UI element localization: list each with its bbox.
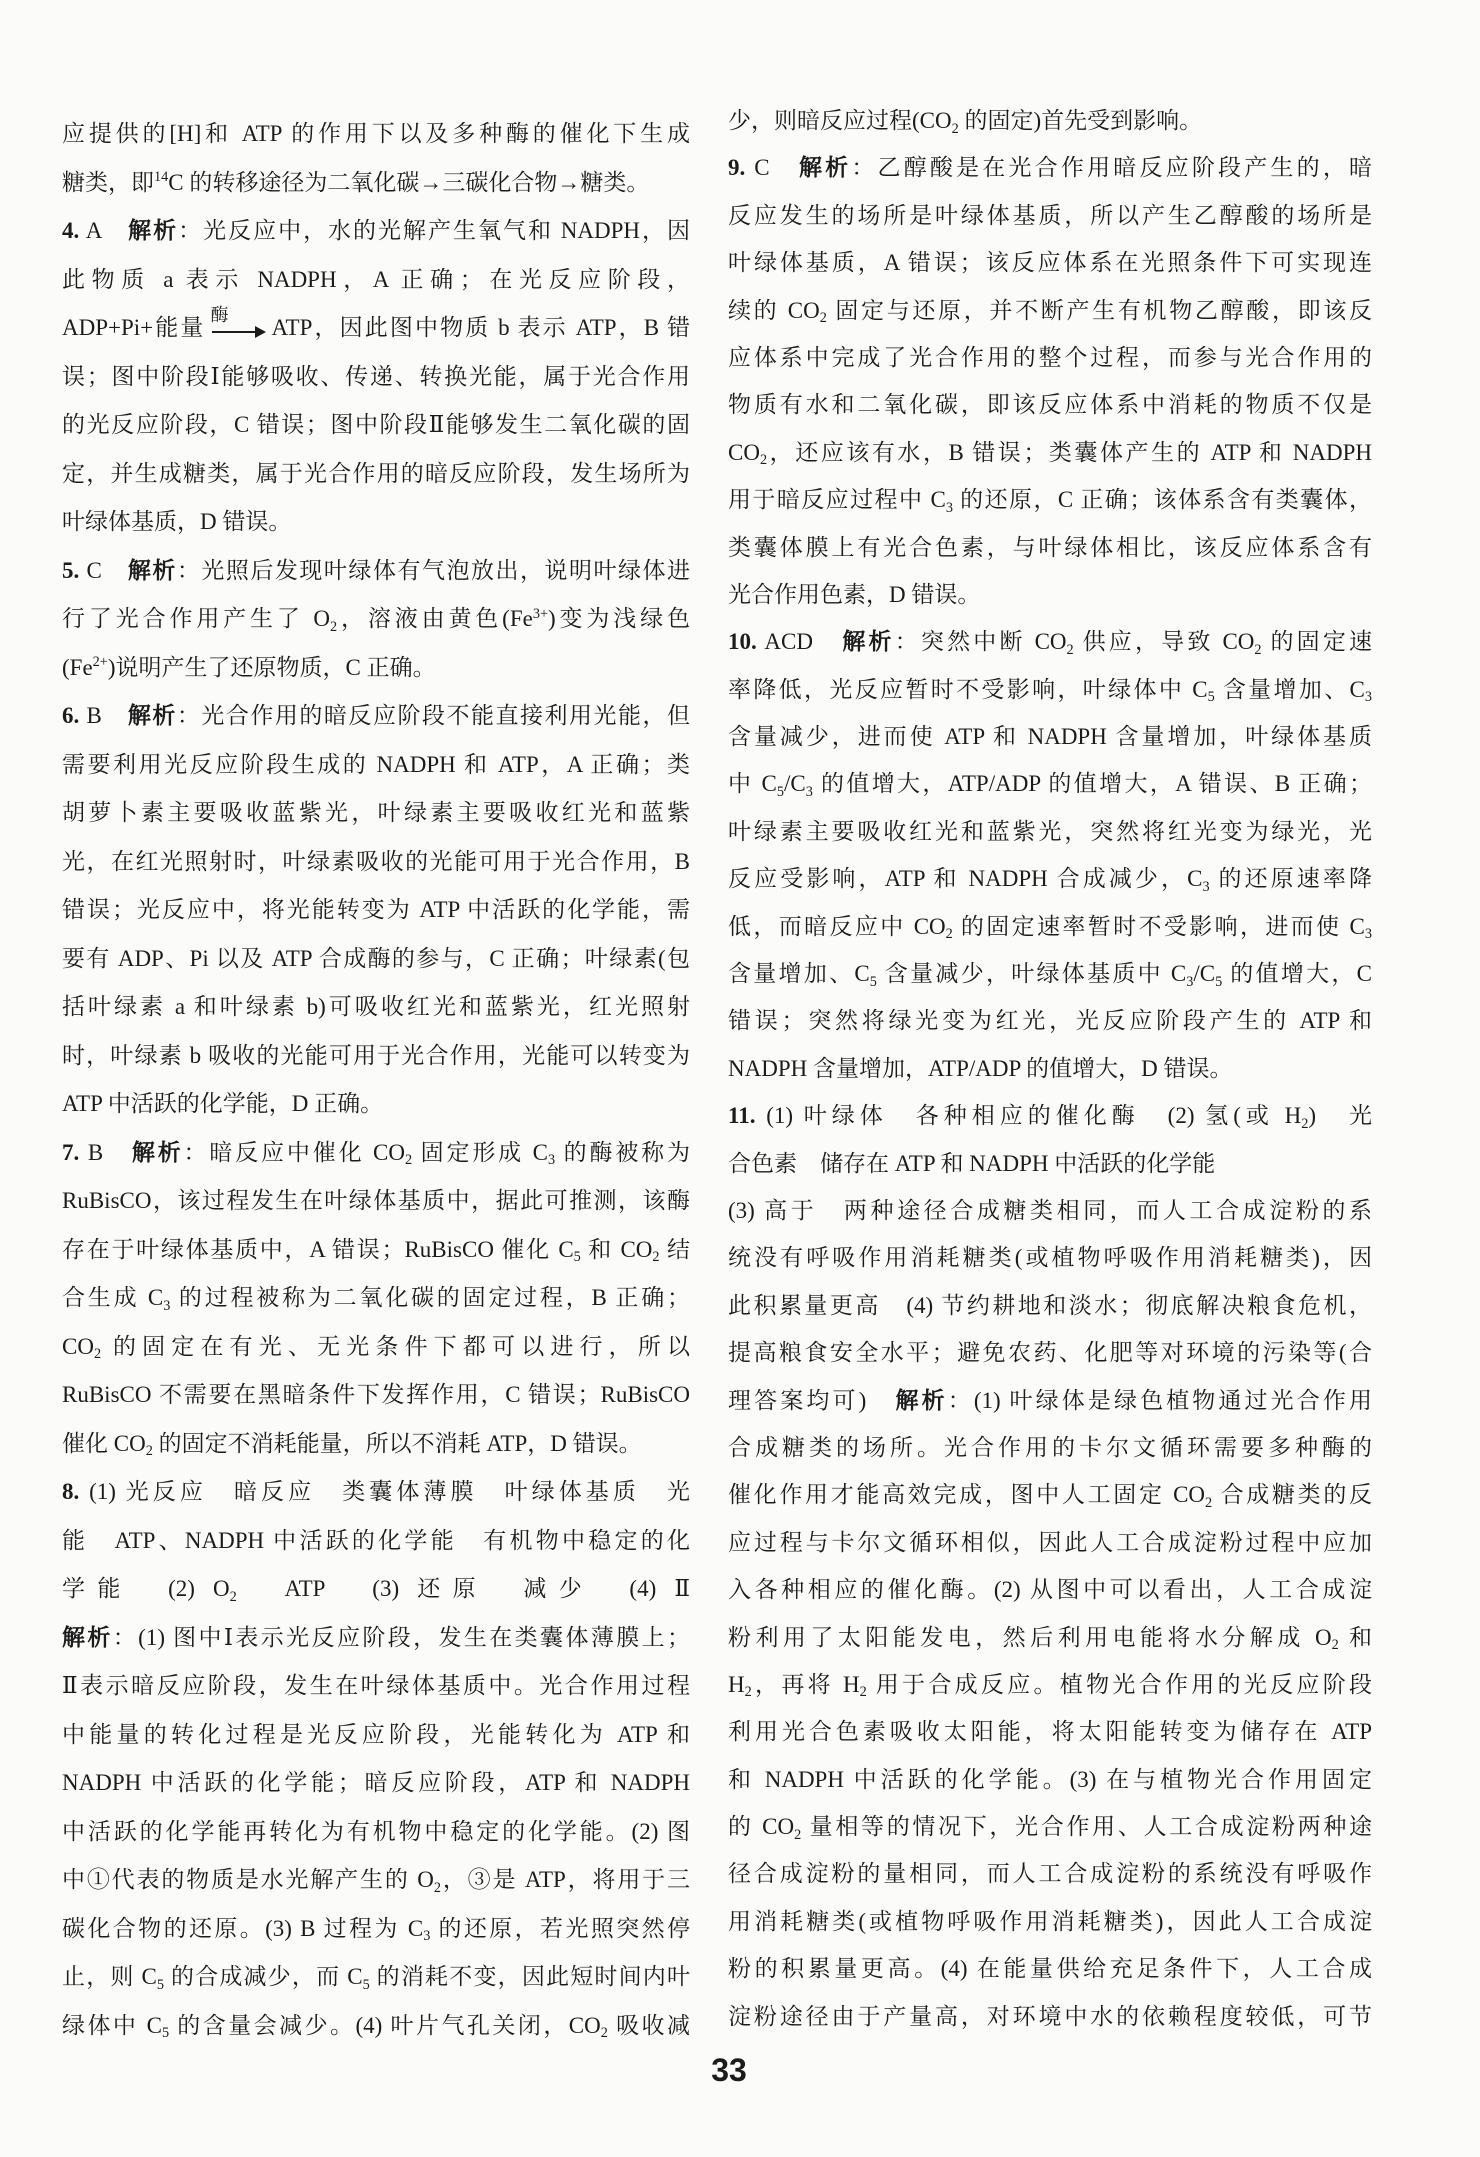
subscript: 3 [423,1928,431,1945]
text-run: 合生成 C [62,1285,164,1310]
text-line [62,1905,690,1954]
text-run: 中①代表的物质是水光解产生的 O [62,1867,434,1892]
answer-paragraph [62,1468,690,1614]
text-line [62,1614,690,1663]
text-run: ，还应该有水，B 错误；类囊体产生的 ATP 和 NADPH [767,439,1372,465]
subscript: 3 [163,1297,171,1314]
text-line [62,741,690,790]
text-line [62,498,690,547]
text-run: 用消耗糖类(或植物呼吸作用消耗糖类)，因此人工合成淀 [728,1908,1372,1934]
bold-label: 解析 [131,1139,184,1165]
text-run: 的固定不消耗能量，所以不消耗 ATP，D 错误。 [152,1430,642,1456]
text-line [62,1274,690,1323]
answer-paragraph [62,692,690,1129]
bold-label: 6. [62,703,80,728]
text-run: RuBisCO 不需要在黑暗条件下发挥作用，C 错误；RuBisCO [62,1382,690,1407]
subscript: 2 [652,1249,660,1266]
reaction-arrow [210,305,266,341]
text-line [62,1468,690,1517]
text-run: 类囊体膜上有光合色素，与叶绿体相比，该反应体系含有 [728,534,1372,560]
text-run: 错误；突然将绿光变为红光，光反应阶段产生的 ATP 和 [728,1008,1372,1034]
text-run: 催化 CO [62,1430,146,1456]
text-line [62,353,690,402]
text-run: (Fe [62,654,93,680]
text-run: 糖类，即 [62,169,154,195]
answer-paragraph [62,547,690,693]
text-line [728,808,1372,855]
text-run: ，③是 ATP，将用于三 [441,1867,690,1892]
text-run: 粉的积累量更高。(4) 在能量供给充足条件下，人工合成 [728,1956,1372,1982]
text-run: ：(1) 图中Ⅰ表示光反应阶段，发生在类囊体薄膜上； [112,1624,690,1650]
text-run: 合成糖类的反 [1212,1482,1372,1508]
bold-label: 解析 [842,629,895,655]
text-line [728,524,1372,571]
text-run: 此物质 a 表示 NADPH，A 正确；在光反应阶段， [62,266,690,292]
bold-label: 10. [728,629,757,655]
text-line [62,1953,690,2002]
text-line [62,159,690,208]
text-run: B [79,703,128,728]
text-line [728,760,1372,807]
subscript: 2 [951,120,959,137]
text-run: ATP 中活跃的化学能，D 正确。 [62,1091,384,1116]
text-run: 淀粉途径由于产量高，对环境中水的依赖程度较低，可节 [728,2003,1372,2029]
text-line [728,903,1372,950]
text-line [728,1566,1372,1613]
text-run: 含量增加、C [1214,676,1365,702]
text-run: 的合成减少，而 C [164,1964,363,1989]
text-run: 反应发生的场所是叶绿体基质，所以产生乙醇酸的场所是 [728,202,1372,228]
text-run: 胡萝卜素主要吸收蓝紫光，叶绿素主要吸收红光和蓝紫 [62,800,690,825]
text-run: (1) 叶绿体 各种相应的催化酶 (2) 氢(或 H [755,1103,1302,1129]
text-line [62,692,690,741]
answer-paragraph [728,144,1372,618]
text-run: ：光合作用的暗反应阶段不能直接利用光能，但 [176,703,690,728]
subscript: 5 [869,973,877,990]
bold-label: 解析 [798,155,852,181]
text-run: 光，在红光照射时，叶绿素吸收的光能可用于光合作用，B [62,848,690,874]
text-run: ：光反应中，水的光解产生氧气和 NADPH，因 [178,218,690,243]
subscript: 3 [1364,926,1372,943]
text-run: ATP，因此图中物质 b 表示 ATP，B 错 [271,315,690,340]
text-run: 物质有水和二氧化碳，即该反应体系中消耗的物质不仅是 [728,392,1372,418]
text-line [728,97,1372,144]
text-run: 能 ATP、NADPH 中活跃的化学能 有机物中稳定的化 [62,1527,690,1553]
text-run: ) 光 [1308,1103,1372,1129]
text-line [728,1471,1372,1518]
text-line [728,239,1372,286]
subscript: 2 [1254,641,1262,658]
subscript: 5 [1215,973,1223,990]
text-run: 行了光合作用产生了 O [62,606,330,631]
text-line [728,1140,1372,1187]
text-run: ADP+Pi+能量 [62,315,206,340]
text-line [62,110,690,159]
text-line [728,1377,1372,1424]
text-line [62,1856,690,1905]
text-line [728,476,1372,523]
text-line [728,144,1372,191]
text-run: 少，则暗反应过程(CO [728,108,952,133]
text-line [62,1517,690,1566]
text-run: ，再将 H [751,1671,860,1697]
text-run: ：暗反应中催化 CO [183,1139,405,1165]
subscript: 2 [1331,1637,1339,1654]
text-run: NADPH 含量增加，ATP/ADP 的值增大，D 错误。 [728,1055,1233,1081]
text-line [728,950,1372,997]
subscript: 2 [229,1588,237,1605]
text-line [62,1226,690,1275]
text-line [728,287,1372,334]
text-line [728,1756,1372,1803]
text-line [728,429,1372,476]
superscript: 2+ [92,654,108,671]
text-run: )变为浅绿色 [548,606,690,631]
bold-label: 8. [62,1479,80,1504]
text-run: 的固定速 [1261,629,1372,655]
text-run: 的还原，若光照突然停 [430,1915,690,1941]
bold-label: 7. [62,1139,80,1165]
text-run: 需要利用光反应阶段生成的 NADPH 和 ATP，A 正确；类 [62,751,690,777]
bold-label: 5. [62,557,80,583]
text-line [62,935,690,984]
text-line [62,838,690,887]
text-line [728,666,1372,713]
text-run: 粉利用了太阳能发电，然后利用电能将水分解成 O [728,1624,1332,1650]
text-line [62,595,690,644]
text-run: 的值增大，ATP/ADP 的值增大，A 错误、B 正确； [812,771,1372,797]
text-line [62,1759,690,1808]
subscript: 2 [945,926,953,943]
right-column [728,97,1372,2040]
text-run: 的酶被称为 [555,1139,690,1165]
text-line [728,192,1372,239]
text-run: A [79,218,129,243]
text-run: 光合作用色素，D 错误。 [728,581,981,607]
text-line [728,1045,1372,1092]
text-run: C 的转移途径为二氧化碳→三碳化合物→糖类。 [168,169,650,195]
text-line [62,401,690,450]
text-run: ：突然中断 CO [894,629,1067,655]
text-line [728,1898,1372,1945]
text-run: 提高粮食安全水平；避免农药、化肥等对环境的污染等(合 [728,1340,1372,1366]
answer-paragraph [728,97,1372,144]
bold-label: 解析 [895,1387,948,1413]
text-run: NADPH 中活跃的化学能；暗反应阶段，ATP 和 NADPH [62,1770,690,1795]
subscript: 3 [805,784,813,801]
superscript: 14 [154,169,169,186]
subscript: 3 [547,1152,556,1169]
text-line [62,983,690,1032]
subscript: 2 [819,310,827,327]
text-run: 括叶绿素 a 和叶绿素 b)可吸收红光和蓝紫光，红光照射 [62,994,690,1019]
answer-paragraph [62,110,690,207]
text-line [62,644,690,693]
text-run: 应提供的[H]和 ATP 的作用下以及多种酶的催化下生成 [62,121,690,146]
text-line [62,207,690,256]
text-run: H [728,1671,745,1697]
text-line [62,886,690,935]
text-line [728,713,1372,760]
text-run: 含量减少，进而使 ATP 和 NADPH 含量增加，叶绿体基质 [728,724,1372,750]
text-run: 用于合成反应。植物光合作用的光反应阶段 [866,1671,1372,1697]
text-line [62,1371,690,1420]
text-line [728,1614,1372,1661]
text-line [62,547,690,596]
text-line [62,1711,690,1760]
text-run: 入各种相应的催化酶。(2) 从图中可以看出，人工合成淀 [728,1577,1372,1603]
text-line [728,997,1372,1044]
answer-paragraph [728,618,1372,1092]
text-run: 此积累量更高 (4) 节约耕地和淡水；彻底解决粮食危机， [728,1292,1372,1318]
text-line [62,1808,690,1857]
subscript: 2 [93,1346,102,1363]
subscript: 2 [759,452,768,469]
text-line [728,1803,1372,1850]
subscript: 2 [145,1443,153,1460]
subscript: 5 [573,1249,581,1266]
text-line [62,1032,690,1081]
text-line [728,1234,1372,1281]
superscript: 3+ [532,605,548,622]
text-line [62,1323,690,1372]
text-run: 绿体中 C [62,2012,162,2038]
subscript: 2 [859,1684,867,1701]
answer-paragraph [62,207,690,547]
text-line [62,256,690,305]
subscript: 3 [945,499,954,516]
text-line [62,1420,690,1469]
text-run: (1) 光反应 暗反应 类囊体薄膜 叶绿体基质 光 [79,1479,690,1504]
bold-label: 解析 [127,557,177,583]
text-run: 含量增加、C [728,961,870,987]
text-run: 供应，导致 CO [1073,629,1255,655]
answer-paragraph [62,1614,690,2051]
text-run: ：(1) 叶绿体是绿色植物通过光合作用 [947,1387,1372,1413]
text-run: 叶绿体基质，D 错误。 [62,509,292,534]
text-line [728,1187,1372,1234]
text-line [728,381,1372,428]
text-line [728,571,1372,618]
text-line [728,1424,1372,1471]
bold-label: 解析 [127,703,177,728]
text-line [728,855,1372,902]
subscript: 2 [1066,641,1074,658]
text-run: 的固定)首先受到影响。 [958,108,1203,133]
subscript: 2 [1205,1494,1213,1511]
text-run: 学能 (2) O [62,1576,230,1601]
text-line [728,1945,1372,1992]
subscript: 3 [1364,689,1372,706]
text-line [728,1329,1372,1376]
text-run: 利用光合色素吸收太阳能，将太阳能转变为储存在 ATP [728,1719,1372,1745]
text-line [62,450,690,499]
text-run: C [745,155,799,181]
subscript: 2 [744,1684,752,1701]
bold-label: 11. [728,1103,756,1129]
text-run: 的值增大，C [1222,961,1372,987]
text-run: 的固定在有光、无光条件下都可以进行，所以 [101,1333,690,1359]
subscript: 5 [161,2025,170,2042]
bold-label: 解析 [62,1624,113,1650]
subscript: 2 [794,1826,802,1843]
bold-label: 解析 [128,218,179,243]
text-line [62,304,690,353]
text-run: RuBisCO，该过程发生在叶绿体基质中，据此可推测，该酶 [62,1188,690,1213]
subscript: 5 [362,1976,370,1993]
text-run: 的消耗不变，因此短时间内叶 [369,1964,690,1989]
text-run: 续的 CO [728,297,820,323]
text-run: 吸收减 [607,2012,690,2038]
text-line [62,1565,690,1614]
text-run: 定，并生成糖类，属于光合作用的暗反应阶段，发生场所为 [62,460,690,486]
text-run: 时，叶绿素 b 吸收的光能可用于光合作用，光能可以转变为 [62,1042,690,1068]
subscript: 3 [1202,878,1210,895]
text-run: 固定与还原，并不断产生有机物乙醇酸，即该反 [826,297,1372,323]
text-line [62,1080,690,1129]
text-run: /C [783,771,806,797]
text-run: 误；图中阶段Ⅰ能够吸收、传递、转换光能，属于光合作用 [62,363,690,389]
text-run: 径合成淀粉的量相同，而人工合成淀粉的系统没有呼吸作 [728,1861,1372,1887]
text-run: 的光反应阶段，C 错误；图中阶段Ⅱ能够发生二氧化碳的固 [62,412,690,437]
text-run: ATP (3) 还原 减少 (4) Ⅱ [236,1576,690,1601]
text-line [728,1519,1372,1566]
text-run: B [79,1139,132,1165]
text-run: (3) 高于 两种途径合成糖类相同，而人工合成淀粉的系 [728,1197,1372,1223]
text-run: 反应受影响，ATP 和 NADPH 合成减少，C [728,866,1203,892]
text-run: 催化作用才能高效完成，图中人工固定 CO [728,1482,1206,1508]
text-run: Ⅱ表示暗反应阶段，发生在叶绿体基质中。光合作用过程 [62,1673,690,1698]
text-line [728,334,1372,381]
text-line [728,1092,1372,1139]
text-run: 和 [1338,1624,1372,1650]
text-run: )说明产生了还原物质，C 正确。 [107,654,436,680]
bold-label: 4. [62,218,80,243]
text-run: 的还原，C 正确；该体系含有类囊体， [953,487,1372,513]
text-run: 和 CO [580,1236,653,1262]
text-run: 的过程被称为二氧化碳的固定过程，B 正确； [170,1285,690,1310]
text-run: 合成糖类的场所。光合作用的卡尔文循环需要多种酶的 [728,1434,1372,1460]
subscript: 2 [600,2025,608,2042]
text-run: 结 [659,1236,690,1262]
text-run: CO [728,439,760,465]
text-line [62,1662,690,1711]
text-line [728,1708,1372,1755]
answer-paragraph [728,1187,1372,2040]
text-run: 中活跃的化学能再转化为有机物中稳定的化学能。(2) 图 [62,1818,690,1844]
answer-paragraph [728,1092,1372,1187]
text-run: 存在于叶绿体基质中，A 错误；RuBisCO 催化 C [62,1236,574,1262]
text-line [62,1129,690,1178]
text-run: 的还原速率降 [1209,866,1372,892]
text-run: /C [1193,961,1216,987]
subscript: 2 [433,1879,441,1896]
text-line [62,789,690,838]
text-run: 统没有呼吸作用消耗糖类(或植物呼吸作用消耗糖类)，因 [728,1245,1372,1271]
subscript: 2 [330,618,338,635]
text-run: 的含量会减少。(4) 叶片气孔关闭，CO [169,2012,601,2038]
subscript: 3 [1186,973,1194,990]
text-run: 止，则 C [62,1964,157,1989]
text-run: C [79,557,128,583]
text-line [728,1282,1372,1329]
subscript: 5 [156,1976,164,1993]
text-line [62,2002,690,2051]
answer-paragraph [62,1129,690,1469]
text-run: ACD [756,629,843,655]
text-run: ：乙醇酸是在光合作用暗反应阶段产生的，暗 [851,155,1372,181]
bold-label: 9. [728,155,746,181]
text-line [728,1661,1372,1708]
enzyme-label: 酶 [210,305,229,326]
text-run: 中能量的转化过程是光反应阶段，光能转化为 ATP 和 [62,1721,690,1747]
text-run: 应过程与卡尔文循环相似，因此人工合成淀粉过程中应加 [728,1529,1372,1555]
text-line [728,618,1372,665]
text-run: 叶绿体基质，A 错误；该反应体系在光照条件下可实现连 [728,250,1372,276]
text-run: 要有 ADP、Pi 以及 ATP 合成酶的参与，C 正确；叶绿素(包 [62,945,690,971]
subscript: 2 [1301,1115,1309,1132]
text-line [728,1993,1372,2040]
text-run: 含量减少，叶绿体基质中 C [876,961,1187,987]
left-column [62,110,690,2050]
text-run: 合色素 储存在 ATP 和 NADPH 中活跃的化学能 [728,1150,1216,1176]
text-run: ，溶液由黄色(Fe [337,606,533,631]
text-run: 理答案均可) [728,1387,896,1413]
text-run: 固定形成 C [412,1139,548,1165]
text-run: CO [62,1333,94,1359]
text-line [728,1850,1372,1897]
subscript: 5 [1207,689,1215,706]
text-run: 和 NADPH 中活跃的化学能。(3) 在与植物光合作用固定 [728,1766,1372,1792]
page-number: 33 [711,2052,747,2088]
text-line [62,1177,690,1226]
subscript: 2 [404,1152,413,1169]
text-run: ：光照后发现叶绿体有气泡放出，说明叶绿体进 [176,557,690,583]
text-run: 的 CO [728,1814,795,1840]
text-run: 错误；光反应中，将光能转变为 ATP 中活跃的化学能，需 [62,897,690,922]
text-run: 叶绿素主要吸收红光和蓝紫光，突然将红光变为绿光，光 [728,818,1372,844]
text-run: 应体系中完成了光合作用的整个过程，而参与光合作用的 [728,344,1372,370]
text-run: 用于暗反应过程中 C [728,487,946,513]
text-run: 量相等的情况下，光合作用、人工合成淀粉两种途 [801,1814,1372,1840]
text-run: 碳化合物的还原。(3) B 过程为 C [62,1915,424,1941]
text-run: 率降低，光反应暂时不受影响，叶绿体中 C [728,676,1208,702]
text-run: 低，而暗反应中 CO [728,913,946,939]
text-run: 的固定速率暂时不受影响，进而使 C [952,913,1365,939]
text-run: 中 C [728,771,777,797]
subscript: 5 [776,784,784,801]
